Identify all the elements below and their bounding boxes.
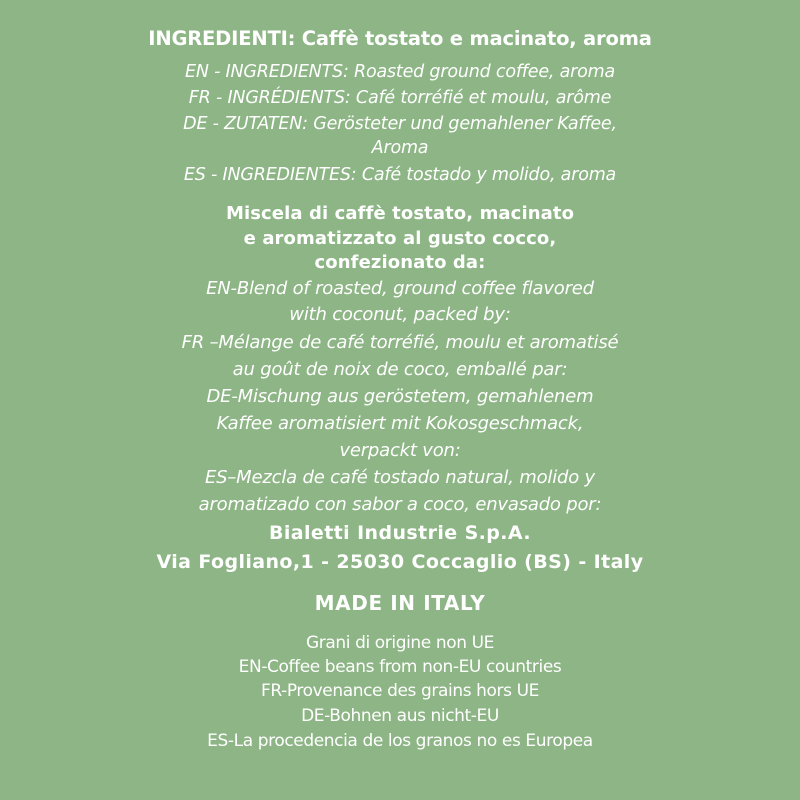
blend-de-line1: DE-Mischung aus geröstetem, gemahlenem (206, 386, 594, 407)
origin-de: DE-Bohnen aus nicht-EU (301, 706, 499, 726)
blend-fr-line2: au goût de noix de coco, emballé par: (232, 359, 568, 380)
blend-de-line2: Kaffee aromatisiert mit Kokosgeschmack, (216, 413, 584, 434)
company-name: Bialetti Industrie S.p.A. (268, 522, 531, 544)
blend-es-line1: ES–Mezcla de café tostado natural, molido y (204, 467, 596, 488)
made-in-italy: MADE IN ITALY (314, 591, 486, 615)
origin-fr: FR-Provenance des grains hors UE (261, 681, 539, 701)
company-address: Via Fogliano,1 - 25030 Coccaglio (BS) - Italy (156, 551, 644, 573)
ingredients-title-it: INGREDIENTI: Caffè tostato e macinato, aroma (148, 27, 652, 50)
blend-it-line2: e aromatizzato al gusto cocco, (243, 228, 557, 249)
ingredients-fr: FR - INGRÉDIENTS: Café torréfié et moulu, arôme (188, 88, 612, 108)
origin-it: Grani di origine non UE (305, 633, 494, 653)
ingredients-es: ES - INGREDIENTES: Café tostado y molido, aroma (183, 165, 617, 185)
ingredients-de-line2: Aroma (371, 138, 429, 158)
blend-en-line1: EN-Blend of roasted, ground coffee flavored (206, 278, 594, 299)
blend-fr-line1: FR –Mélange de café torréfié, moulu et aromatisé (181, 332, 619, 353)
blend-es-line2: aromatizado con sabor a coco, envasado por: (198, 494, 602, 515)
blend-en-line2: with coconut, packed by: (289, 304, 511, 325)
blend-de-line3: verpackt von: (339, 440, 461, 461)
ingredients-en: EN - INGREDIENTS: Roasted ground coffee, aroma (184, 62, 616, 82)
blend-it-line3: confezionato da: (314, 252, 486, 273)
origin-en: EN-Coffee beans from non-EU countries (238, 657, 562, 677)
blend-it-line1: Miscela di caffè tostato, macinato (225, 203, 575, 224)
origin-es: ES-La procedencia de los granos no es Europea (207, 731, 593, 751)
ingredients-de-line1: DE - ZUTATEN: Gerösteter und gemahlener Kaffee, (183, 114, 617, 134)
